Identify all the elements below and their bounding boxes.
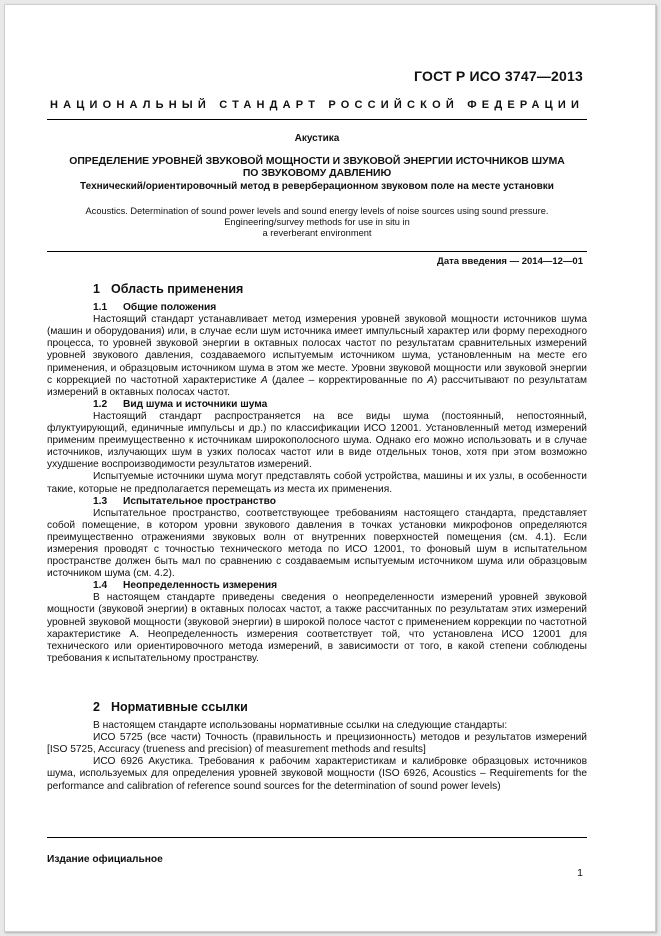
header-divider xyxy=(47,119,587,120)
document-code: ГОСТ Р ИСО 3747—2013 xyxy=(414,68,583,84)
section-number: 1 xyxy=(93,282,100,296)
subsection-1-1-heading: 1.1 Общие положения xyxy=(93,302,217,314)
document-page xyxy=(4,4,656,932)
paragraph-1-2-a: Настоящий стандарт распространяется на все виды шума (постоянный, непостоянный, флуктуирующий, единичные импульсы и др.) по классификации ИСО 12001. Установленный метод измерений применим преимущественно к источникам широкополосного шума. Однако его можно использовать и в случае источников, излучающих шум в узких полосах частот или в виде отдельных тонов, хотя при этом возможно ухудшение воспроизводимости результатов измерений. xyxy=(47,410,587,471)
section-1-heading xyxy=(93,283,587,295)
english-title-line-1: Acoustics. Determination of sound power levels and sound energy levels of noise sources using sound pressure. xyxy=(85,206,549,216)
subtitle: Технический/ориентировочный метод в реверберационном звуковом поле на месте установки xyxy=(80,181,554,192)
section-title: Область применения xyxy=(111,282,244,296)
paragraph-1-3: Испытательное пространство, соответствующее требованиям настоящего стандарта, представляет собой помещение, в котором уровни звукового давления в точках установки микрофонов определяются преимущественно отражениями звуковых волн от внутренних поверхностей помещения (см. 4.1). Если измерения проводят с точностью технического метода по ИСО 12001, то фоновый шум в испытательном пространстве должен быть мал по сравнению с создаваемым испытуемым источником шума или образцовым источником шума (см. 4.2). xyxy=(47,507,587,580)
subsection-1-3-heading: 1.3 Испытательное пространство xyxy=(93,495,276,507)
paragraph-1-4: В настоящем стандарте приведены сведения о неопределенности измерений уровней звуковой мощности (звуковой энергии) в октавных полосах частот, а также рассчитанных по результатам этих измерений уровней звуковой мощности (звуковой энергии) в широкой полосе частот с применением коррекции по частотной характеристике А. Неопределенность измерения соответствует той, что установлена ИСО 12001 для технического или ориентировочного метода измерений, в зависимости от того, в какой степени соблюдены требования к испытательному пространству. xyxy=(47,592,587,664)
section-1 xyxy=(47,283,587,665)
section-2-heading: 2 Нормативные ссылки xyxy=(93,700,248,714)
paragraph-1-2-b: Испытуемые источники шума могут представлять собой устройства, машины и их узлы, в особенности такие, которые не предполагается перемещать из места их применения. xyxy=(47,471,587,495)
section-2 xyxy=(47,701,587,793)
main-title xyxy=(47,156,587,180)
paragraph-2-a: В настоящем стандарте использованы нормативные ссылки на следующие стандарты: xyxy=(93,720,508,732)
page-number: 1 xyxy=(577,867,583,879)
standard-banner: НАЦИОНАЛЬНЫЙ СТАНДАРТ РОССИЙСКОЙ ФЕДЕРАЦИИ xyxy=(49,99,585,111)
footer-divider xyxy=(47,837,587,838)
english-title-line-2: Engineering/survey methods for use in situ in xyxy=(224,217,410,227)
main-title-line-2: ПО ЗВУКОВОМУ ДАВЛЕНИЮ xyxy=(242,168,392,179)
official-edition-label: Издание официальное xyxy=(47,854,163,865)
introduction-date: Дата введения — 2014—12—01 xyxy=(437,256,583,267)
date-divider xyxy=(47,251,587,252)
paragraph-1-1: Настоящий стандарт устанавливает метод измерения уровней звуковой мощности источников шума (машин и оборудования) или, в случае если шум источника имеет импульсный характер или форму переходного процесса, то уровней звуковой энергии в октавных полосах частот по результатам сравнительных измерений уровней звукового давления, создаваемого испытуемым источником шума, установленным на месте его применения, и образцовым источником шума в этом же месте. Уровни звуковой мощности или звуковой энергии с коррекцией по частотной характеристике A (далее – корректированные по A) рассчитывают по результатам измерений в октавных полосах частот. xyxy=(47,314,587,398)
reference-iso-6926: ИСО 6926 Акустика. Требования к рабочим характеристикам и калибровке образцовых источников шума, используемых для определения уровней звуковой мощности (ISO 6926, Acoustics – Requirements for the performance and calibration of reference sound sources for the determination of sound power levels) xyxy=(47,756,587,792)
main-title-line-1: ОПРЕДЕЛЕНИЕ УРОВНЕЙ ЗВУКОВОЙ МОЩНОСТИ И ЗВУКОВОЙ ЭНЕРГИИ ИСТОЧНИКОВ ШУМА xyxy=(69,156,565,167)
category-title: Акустика xyxy=(294,133,340,144)
english-title-line-3: a reverberant environment xyxy=(262,228,372,238)
reference-iso-5725: ИСО 5725 (все части) Точность (правильность и прецизионность) методов и результатов измерений [ISO 5725, Accuracy (trueness and precision) of measurement methods and results] xyxy=(47,732,587,756)
english-title xyxy=(47,206,587,239)
subsection-1-4-heading: 1.4 Неопределенность измерения xyxy=(93,580,278,592)
subsection-1-2-heading: 1.2 Вид шума и источники шума xyxy=(93,398,268,410)
